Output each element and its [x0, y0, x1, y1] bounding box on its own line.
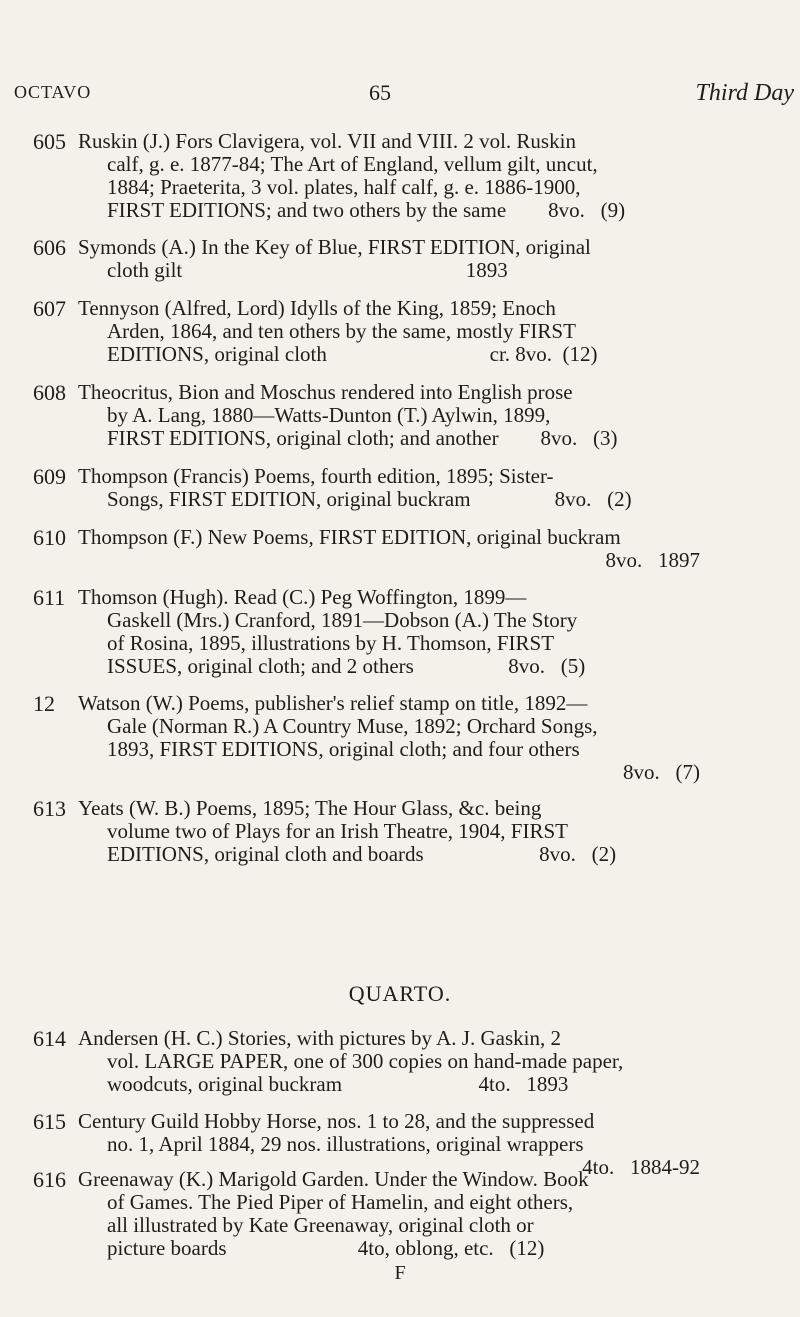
lot-number: 608	[33, 380, 66, 405]
entry-line: EDITIONS, original cloth cr. 8vo. (12)	[107, 342, 598, 366]
lot-description	[78, 236, 708, 282]
lot-number: 606	[33, 235, 66, 260]
lot-number: 609	[33, 464, 66, 489]
section-heading-quarto: QUARTO.	[348, 981, 452, 1006]
entry-line: FIRST EDITIONS, original cloth; and another 8vo. (3)	[107, 426, 618, 450]
entry-line: Ruskin (J.) Fors Clavigera, vol. VII and VIII. 2 vol. Ruskin	[78, 129, 576, 153]
entry-line: Symonds (A.) In the Key of Blue, FIRST EDITION, original	[78, 235, 591, 259]
lot-number: 611	[33, 585, 66, 610]
entry-line: Andersen (H. C.) Stories, with pictures by A. J. Gaskin, 2	[78, 1026, 561, 1050]
running-head	[14, 80, 794, 110]
running-head-section: OCTAVO	[14, 82, 92, 102]
entry-line: 8vo. (7)	[623, 760, 700, 784]
entry-line: 8vo. 1897	[605, 548, 700, 572]
lot-description	[78, 1168, 708, 1260]
lot-number: 616	[33, 1167, 66, 1192]
entry-line: Tennyson (Alfred, Lord) Idylls of the King, 1859; Enoch	[78, 296, 556, 320]
entry-line: 1893, FIRST EDITIONS, original cloth; and four others	[107, 737, 580, 761]
entry-line: no. 1, April 1884, 29 nos. illustrations, original wrappers	[107, 1132, 584, 1156]
entry-line: ISSUES, original cloth; and 2 others 8vo. (5)	[107, 654, 586, 678]
lot-description	[78, 465, 708, 511]
entry-line: Thompson (F.) New Poems, FIRST EDITION, original buckram	[78, 525, 621, 549]
entry-line: Gale (Norman R.) A Country Muse, 1892; Orchard Songs,	[107, 714, 598, 738]
entry-line: Thomson (Hugh). Read (C.) Peg Woffington, 1899—	[78, 585, 527, 609]
entry-line: all illustrated by Kate Greenaway, original cloth or	[107, 1213, 534, 1237]
entry-line: Thompson (Francis) Poems, fourth edition, 1895; Sister-	[78, 464, 554, 488]
entry-line: Yeats (W. B.) Poems, 1895; The Hour Glass, &c. being	[78, 796, 542, 820]
page-number: 65	[369, 80, 391, 105]
lot-description	[78, 526, 708, 572]
lot-number: 615	[33, 1109, 66, 1134]
entry-line: picture boards 4to, oblong, etc. (12)	[107, 1236, 545, 1260]
lot-number: 12	[33, 691, 55, 716]
entry-line: FIRST EDITIONS; and two others by the same 8vo. (9)	[107, 198, 626, 222]
entry-line: of Games. The Pied Piper of Hamelin, and eight others,	[107, 1190, 574, 1214]
lot-number: 614	[33, 1026, 66, 1051]
lot-number: 605	[33, 129, 66, 154]
lot-description	[78, 381, 708, 450]
entry-line: volume two of Plays for an Irish Theatre, 1904, FIRST	[107, 819, 568, 843]
signature-mark: F	[394, 1262, 406, 1284]
entry-line: Gaskell (Mrs.) Cranford, 1891—Dobson (A.) The Story	[107, 608, 578, 632]
lot-number: 610	[33, 525, 66, 550]
entry-line: Greenaway (K.) Marigold Garden. Under the Window. Book	[78, 1167, 589, 1191]
entry-line: Songs, FIRST EDITION, original buckram 8vo. (2)	[107, 487, 632, 511]
lot-description	[78, 130, 708, 222]
lot-description	[78, 692, 708, 784]
entry-line: 4to. 1884-92	[582, 1155, 700, 1179]
lot-description	[78, 297, 708, 366]
entry-line: Century Guild Hobby Horse, nos. 1 to 28, and the suppressed	[78, 1109, 595, 1133]
lot-description	[78, 1027, 708, 1096]
entry-line: Watson (W.) Poems, publisher's relief stamp on title, 1892—	[78, 691, 588, 715]
running-head-day: Third Day	[695, 80, 794, 106]
entry-line: cloth gilt 1893	[107, 258, 508, 282]
entry-line: Arden, 1864, and ten others by the same, mostly FIRST	[107, 319, 576, 343]
entry-line: of Rosina, 1895, illustrations by H. Thomson, FIRST	[107, 631, 555, 655]
entry-line: woodcuts, original buckram 4to. 1893	[107, 1072, 569, 1096]
lot-number: 607	[33, 296, 66, 321]
entry-line: Theocritus, Bion and Moschus rendered into English prose	[78, 380, 573, 404]
entry-line: vol. LARGE PAPER, one of 300 copies on hand-made paper,	[107, 1049, 624, 1073]
lot-description	[78, 797, 708, 866]
entry-line: calf, g. e. 1877-84; The Art of England, vellum gilt, uncut,	[107, 152, 598, 176]
lot-description	[78, 586, 708, 678]
entry-line: 1884; Praeterita, 3 vol. plates, half calf, g. e. 1886-1900,	[107, 175, 581, 199]
lot-number: 613	[33, 796, 66, 821]
entry-line: EDITIONS, original cloth and boards 8vo. (2)	[107, 842, 617, 866]
entry-line: by A. Lang, 1880—Watts-Dunton (T.) Aylwin, 1899,	[107, 403, 551, 427]
